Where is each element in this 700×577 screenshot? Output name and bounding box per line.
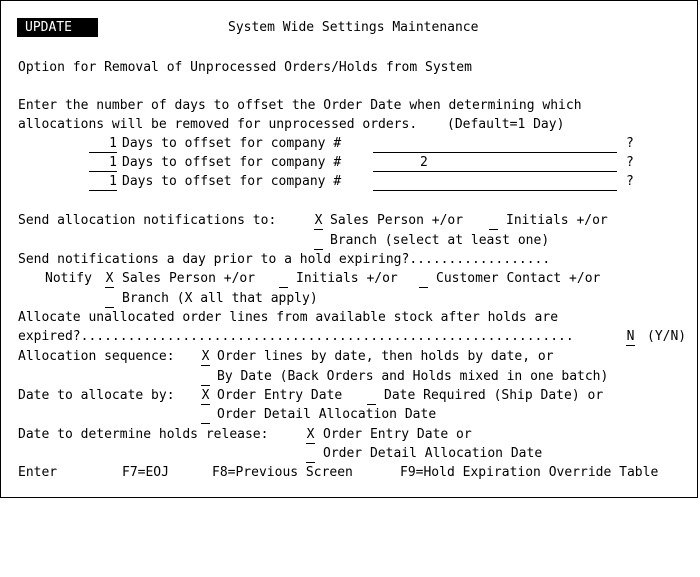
holds-release-row-2 bbox=[1, 444, 699, 463]
notify-branch-row bbox=[1, 289, 699, 308]
date-allocate-detail-field[interactable] bbox=[201, 405, 210, 424]
date-allocate-order-entry-label: Order Entry Date bbox=[217, 388, 343, 403]
allocate-unallocated-row-1 bbox=[1, 308, 699, 327]
holds-release-row bbox=[1, 425, 699, 444]
offset-days-field[interactable]: 1 bbox=[89, 153, 117, 172]
notify-initials-label: Initials +/or bbox=[296, 271, 398, 286]
offset-row bbox=[1, 172, 699, 191]
offset-row-prompt: ? bbox=[626, 174, 634, 189]
allocate-unallocated-field[interactable]: N bbox=[626, 329, 635, 344]
allocate-unallocated-row-2 bbox=[1, 327, 699, 346]
f8-previous-screen-key[interactable]: F8=Previous Screen bbox=[212, 465, 353, 480]
send-alloc-branch-field[interactable] bbox=[314, 231, 323, 250]
section-heading: Option for Removal of Unprocessed Orders/Holds from System bbox=[18, 60, 472, 75]
holds-release-detail-field[interactable] bbox=[306, 444, 315, 463]
offset-instruction-row-1 bbox=[1, 96, 582, 115]
offset-default-note: (Default=1 Day) bbox=[447, 117, 565, 132]
allocate-unallocated-label-1: Allocate unallocated order lines from available stock after holds are bbox=[18, 310, 559, 325]
send-alloc-row bbox=[1, 211, 699, 230]
function-key-bar bbox=[1, 463, 699, 482]
notify-label: Notify bbox=[45, 271, 92, 286]
offset-row-prompt: ? bbox=[626, 155, 634, 170]
company-number-field[interactable] bbox=[373, 134, 617, 170]
section-heading-row bbox=[1, 58, 472, 77]
notify-customer-contact-field[interactable] bbox=[419, 269, 428, 288]
company-number-field[interactable] bbox=[373, 153, 617, 172]
alloc-seq-label: Allocation sequence: bbox=[18, 349, 175, 364]
send-alloc-branch-row bbox=[1, 231, 699, 250]
notify-sales-person-field[interactable]: X bbox=[105, 271, 114, 286]
offset-instruction-line2: allocations will be removed for unprocessed orders. bbox=[18, 117, 418, 132]
notify-initials-field[interactable] bbox=[279, 269, 288, 288]
send-alloc-sales-person-label: Sales Person +/or bbox=[330, 213, 464, 228]
page-title: System Wide Settings Maintenance bbox=[228, 20, 479, 35]
send-alloc-sales-person-field[interactable]: X bbox=[314, 213, 323, 228]
holds-release-order-entry-field[interactable]: X bbox=[306, 427, 315, 442]
mode-badge: UPDATE bbox=[17, 18, 98, 37]
date-allocate-label: Date to allocate by: bbox=[18, 388, 175, 403]
offset-row-label: Days to offset for company # bbox=[122, 136, 342, 151]
send-alloc-initials-label: Initials +/or bbox=[506, 213, 608, 228]
offset-row bbox=[1, 134, 699, 170]
offset-row bbox=[1, 153, 699, 172]
send-alloc-label: Send allocation notifications to: bbox=[18, 213, 277, 228]
holds-release-detail-label: Order Detail Allocation Date bbox=[323, 446, 543, 461]
date-allocate-required-field[interactable] bbox=[367, 386, 376, 405]
send-prior-label: Send notifications a day prior to a hold expiring?.................. bbox=[18, 252, 551, 267]
send-alloc-initials-field[interactable] bbox=[489, 211, 498, 230]
offset-row-prompt: ? bbox=[626, 136, 634, 151]
date-allocate-row-2 bbox=[1, 405, 699, 424]
notify-sales-person-label: Sales Person +/or bbox=[122, 271, 256, 286]
enter-key[interactable]: Enter bbox=[18, 465, 58, 480]
alloc-seq-option2-label: By Date (Back Orders and Holds mixed in one batch) bbox=[217, 369, 609, 384]
date-allocate-required-label: Date Required (Ship Date) or bbox=[384, 388, 604, 403]
holds-release-order-entry-label: Order Entry Date or bbox=[323, 427, 472, 442]
company-number-field[interactable] bbox=[373, 172, 617, 191]
date-allocate-row bbox=[1, 386, 699, 405]
notify-branch-field[interactable] bbox=[105, 289, 114, 308]
offset-row-label: Days to offset for company # bbox=[122, 155, 342, 170]
send-prior-options-row bbox=[1, 269, 699, 288]
send-prior-row bbox=[1, 250, 699, 269]
date-allocate-order-entry-field[interactable]: X bbox=[201, 388, 210, 403]
offset-days-field[interactable]: 1 bbox=[89, 172, 117, 191]
date-allocate-detail-label: Order Detail Allocation Date bbox=[217, 407, 437, 422]
allocate-unallocated-hint: (Y/N) bbox=[647, 329, 687, 344]
offset-row-label: Days to offset for company # bbox=[122, 174, 342, 189]
notify-branch-label: Branch (X all that apply) bbox=[122, 291, 318, 306]
header-row bbox=[1, 18, 699, 37]
holds-release-label: Date to determine holds release: bbox=[18, 427, 269, 442]
offset-instruction-line1: Enter the number of days to offset the Order Date when determining which bbox=[18, 98, 582, 113]
alloc-seq-option1-field[interactable]: X bbox=[201, 349, 210, 364]
offset-days-field[interactable]: 1 bbox=[89, 134, 117, 153]
offset-instruction-row-2 bbox=[1, 115, 565, 134]
alloc-seq-row bbox=[1, 347, 699, 366]
alloc-seq-row-2 bbox=[1, 367, 699, 386]
f7-eoj-key[interactable]: F7=EOJ bbox=[122, 465, 169, 480]
f9-hold-expiration-key[interactable]: F9=Hold Expiration Override Table bbox=[400, 465, 659, 480]
notify-customer-contact-label: Customer Contact +/or bbox=[436, 271, 601, 286]
company-number-value: 2 bbox=[419, 155, 428, 170]
alloc-seq-option1-label: Order lines by date, then holds by date, or bbox=[217, 349, 554, 364]
alloc-seq-option2-field[interactable] bbox=[201, 367, 210, 386]
allocate-unallocated-label-2: expired?............................................................... bbox=[18, 329, 574, 344]
send-alloc-branch-label: Branch (select at least one) bbox=[330, 233, 550, 248]
